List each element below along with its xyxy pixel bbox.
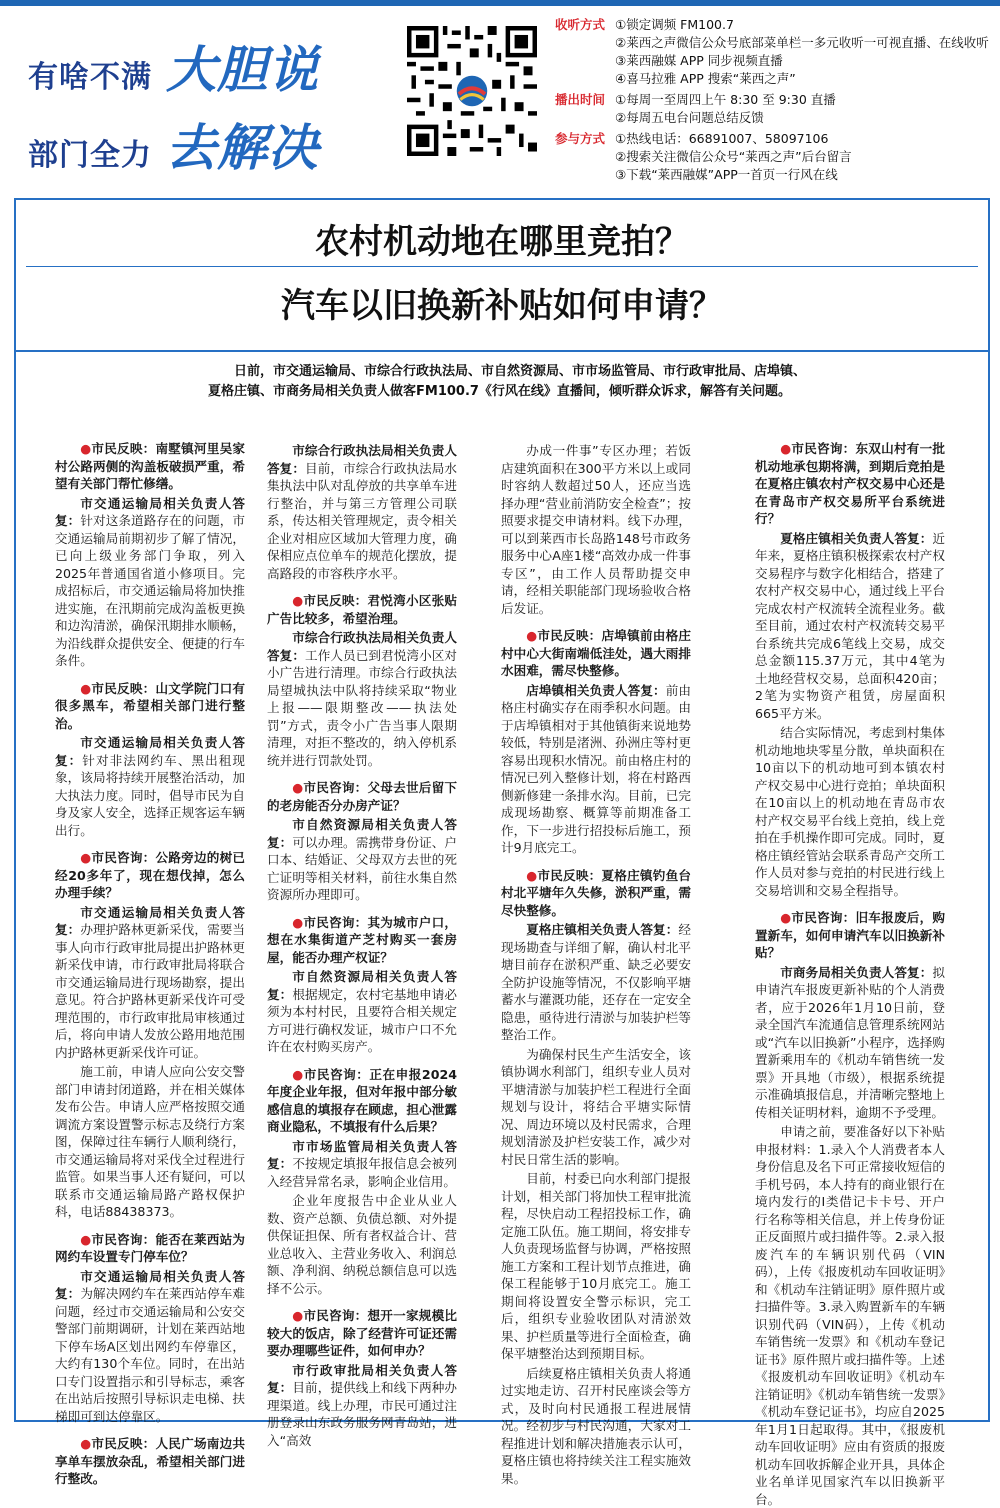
question-text: 市民咨询：能否在莱西站为网约车设置专门停车位？	[55, 1231, 245, 1264]
headline-line-2: 汽车以旧换新补贴如何申请？	[281, 286, 723, 326]
answer-speaker: 市综合行政执法局相关负责人答复：	[267, 443, 457, 476]
join-item: ②搜索关注微信公众号“莱西之声”后台留言	[615, 149, 852, 164]
official-answer	[267, 442, 457, 582]
answer-text: 后续夏格庄镇相关负责人将通过实地走访、召开村民座谈会等方式，及时向村民通报工程进展情况。经初步与村民沟通，大家对工程推进计划和解决措施表示认可，夏格庄镇也将持续关注工程实施效果。	[501, 1365, 691, 1486]
official-answer	[267, 1138, 457, 1191]
official-answer	[267, 1192, 457, 1297]
answer-text: 目前，村委已向水利部门提报计划，相关部门将加快工程审批流程，尽快启动工程招投标工作，确定施工队伍。施工期间，将安排专人负责现场监督与协调，严格按照施工方案和工程计划节点推进，确保工程能够于10月底完工。施工期间将设置安全警示标识，完工后，组织专业验收团队对清淤效果、护栏质量等进行全面检查，确保平塘整治达到预期目标。	[501, 1171, 691, 1361]
broadcast-item: ①每周一至周四上午 8:30 至 9:30 直播	[615, 92, 836, 107]
bullet-dot-icon: ●	[526, 628, 538, 643]
question-text: 市民反映：南墅镇河里吴家村公路两侧的沟盖板破损严重，希望有关部门帮忙修缮。	[55, 441, 245, 491]
citizen-question	[501, 867, 691, 920]
answer-speaker: 市行政审批局相关负责人答复：	[267, 1362, 457, 1395]
official-answer	[267, 629, 457, 769]
answer-text: 经现场勘查与详细了解，确认村北平塘目前存在淤积严重、缺乏必要安全防护设施等情况，不仅影响平塘蓄水与灌溉功能，还存在一定安全隐患，亟待进行清淤与加装护栏等整治工作。	[501, 922, 691, 1042]
answer-text: 可以办理。需携带身份证、户口本、结婚证、父母双方去世的死亡证明等相关材料，前往水集自然资源所办理即可。	[267, 834, 457, 902]
answer-text: 工作人员已到君悦湾小区对小广告进行清理。市综合行政执法局望城执法中队将持续采取“物业上报——限期整改——执法处罚”方式，责令小广告当事人限期清理，对拒不整改的，纳入停机系统并进行罚款处罚。	[267, 647, 457, 768]
citizen-question	[55, 440, 245, 493]
citizen-question	[267, 1066, 457, 1136]
answer-speaker: 夏格庄镇相关负责人答复：	[780, 530, 933, 546]
slogan-2-big: 去解决	[166, 119, 319, 177]
bullet-dot-icon: ●	[292, 593, 304, 608]
question-text: 市民反映：夏格庄镇钓鱼台村北平塘年久失修，淤积严重，需尽快整修。	[501, 867, 691, 918]
listen-methods	[555, 16, 995, 88]
answer-text: 根据规定，农村宅基地申请必须为本村村民，且要符合相关规定方可进行确权发证，城市户口不允许在农村购买房产。	[267, 986, 457, 1054]
question-text: 市民反映：君悦湾小区张贴广告比较多，希望治理。	[267, 593, 457, 626]
official-answer	[501, 1046, 691, 1169]
slogan-line-1	[28, 30, 319, 102]
citizen-question	[267, 779, 457, 814]
official-answer	[267, 1362, 457, 1450]
official-answer	[55, 734, 245, 839]
answer-speaker: 市市场监管局相关负责人答复：	[267, 1138, 457, 1171]
citizen-question	[55, 1231, 245, 1266]
question-text: 市民反映：店埠镇前由格庄村中心大街南端低洼处，遇大雨排水困难，需尽快整修。	[501, 628, 691, 678]
answer-text: 目前，提供线上和线下两种办理渠道。线上办理，市民可通过注册登录山东政务服务网青岛站，进入“高效	[267, 1380, 457, 1448]
bullet-dot-icon: ●	[292, 1308, 304, 1323]
bullet-dot-icon: ●	[780, 910, 792, 925]
answer-text: 申请之前，要准备好以下补贴申报材料：1.录入个人消费者本人身份信息及名下可正常接收短信的手机号码，本人持有的商业银行在境内发行的Ⅰ类借记卡卡号、开户行名称等相关信息，并上传身份证正反面照片或扫描件等。2.录入报废汽车的车辆识别代码（VIN码），上传《报废机动车回收证明》和《机动车注销证明》原件照片或扫描件等。3.录入购置新车的车辆识别代码（VIN码），上传《机动车销售统一发票》和《机动车登记证书》原件照片或扫描件等。上述《报废机动车回收证明》《机动车注销证明》《机动车销售统一发票》《机动车登记证书》，均应自2025年1月1日起取得。其中，《报废机动车回收证明》应由有资质的报废机动车回收拆解企业开具，具体企业名单详见国家汽车以旧换新平台。	[755, 1124, 945, 1507]
answer-text: 办理护路林更新采伐，需要当事人向市行政审批局提出护路林更新采伐申请，市行政审批局将联合市交通运输局进行现场勘察，提出意见。符合护路林更新采伐许可受理范围的，市行政审批局审核通过后，将向申请人发放公路用地范围内护路林更新采伐许可证。	[55, 922, 245, 1060]
join-label: 参与方式	[555, 131, 606, 146]
question-text: 市民咨询：父母去世后留下的老房能否分办房产证？	[267, 780, 457, 813]
bullet-dot-icon: ●	[80, 441, 92, 456]
answer-speaker: 夏格庄镇相关负责人答复：	[526, 922, 679, 937]
slogan-1-prefix: 有啥不满	[28, 60, 152, 95]
broadcast-item: ②每周五电台问题总结反馈	[615, 110, 764, 125]
broadcast-label: 播出时间	[555, 92, 606, 107]
answer-text: 结合实际情况，考虑到村集体机动地地块零星分散，单块面积在10亩以下的机动地可到本镇农村产权交易中心进行竞拍；单块面积在10亩以上的机动地在青岛市农村产权交易平台线上竞拍，线上竞拍在手机操作即可完成。同时，夏格庄镇经管站会联系青岛产交所工作人员对参与竞拍的村民进行线上交易培训和交易全程指导。	[755, 725, 945, 898]
answer-speaker: 市交通运输局相关负责人答复：	[55, 904, 245, 937]
official-answer	[501, 682, 691, 857]
column-4	[755, 440, 945, 1508]
bullet-dot-icon: ●	[292, 780, 304, 795]
program-info	[555, 16, 995, 184]
citizen-question	[501, 627, 691, 680]
official-answer	[755, 724, 945, 899]
official-answer	[55, 904, 245, 1062]
bullet-dot-icon: ●	[526, 867, 538, 883]
answer-text: 为确保村民生产生活安全，该镇协调水利部门，组织专业人员对平塘清淤与加装护栏工程进行全面规划与设计，将结合平塘实际情况、周边环境以及村民需求，合理规划清淤及护栏安装工作，减少对村民日常生活的影响。	[501, 1046, 691, 1167]
citizen-question	[267, 1307, 457, 1360]
listen-item: ①锁定调频 FM100.7	[615, 17, 734, 32]
bullet-dot-icon: ●	[80, 680, 92, 696]
question-text: 市民咨询：想开一家规模比较大的饭店，除了经营许可证还需要办理哪些证件，如何申办？	[267, 1308, 457, 1358]
answer-text: 针对非法网约车、黑出租现象，该局将持续开展整治活动，加大执法力度。同时，倡导市民为自身及家人安全，选择正规客运车辆出行。	[55, 752, 246, 838]
citizen-question	[267, 914, 457, 967]
slogan-2-prefix: 部门全力	[28, 138, 152, 173]
official-answer	[501, 1170, 691, 1363]
slogan-line-2	[28, 108, 319, 180]
answer-speaker: 市交通运输局相关负责人答复：	[55, 495, 245, 528]
question-text: 市民反映：人民广场南边共享单车摆放杂乱，希望相关部门进行整改。	[55, 1436, 245, 1486]
official-answer	[501, 1365, 691, 1488]
article-columns	[55, 440, 985, 1507]
answer-text: 办成一件事”专区办理；若饭店建筑面积在300平方米以上或同时容纳人数超过50人，还应当选择办理“营业前消防安全检查”；按照要求提交申请材料。线下办理，可以到莱西市长岛路148号市政务服务中心A座1楼“高效办成一件事专区”，由工作人员帮助提交申请，经相关职能部门现场验收合格后发证。	[501, 443, 691, 616]
answer-speaker: 市自然资源局相关负责人答复：	[267, 817, 457, 850]
official-answer	[755, 530, 945, 723]
answer-speaker: 店埠镇相关负责人答复：	[526, 682, 666, 698]
bullet-dot-icon: ●	[80, 1436, 92, 1451]
citizen-question	[755, 909, 945, 962]
answer-speaker: 市交通运输局相关负责人答复：	[55, 735, 245, 768]
official-answer	[755, 1123, 945, 1508]
bullet-dot-icon: ●	[80, 1231, 92, 1247]
qr-code-icon[interactable]	[407, 26, 537, 156]
official-answer	[267, 816, 457, 904]
citizen-question	[267, 592, 457, 627]
question-text: 市民咨询：其为城市户口，想在水集街道产芝村购买一套房屋，能否办理产权证？	[267, 914, 457, 965]
slogan-1-big: 大胆说	[166, 41, 319, 99]
official-answer	[55, 1268, 245, 1426]
answer-speaker: 市交通运输局相关负责人答复：	[55, 1268, 245, 1301]
answer-text: 施工前，申请人应向公安交警部门申请封闭道路，并在相关媒体发布公告。申请人应严格按照交通调流方案设置警示标志及绕行方案图，保障过往车辆行人顺利绕行，市交通运输局将对采伐全过程进行监管。如果当事人还有疑问，可以联系市交通运输局路产路权保护科，电话88438373。	[55, 1064, 245, 1219]
official-answer	[501, 442, 691, 617]
answer-text: 不按规定填报年报信息会被列入经营异常名录，影响企业信用。	[267, 1156, 457, 1189]
listen-item: ④喜马拉雅 APP 搜索“莱西之声”	[615, 71, 796, 86]
bullet-dot-icon: ●	[292, 1066, 304, 1082]
question-text: 市民咨询：旧车报废后，购置新车，如何申请汽车以旧换新补贴？	[755, 910, 945, 960]
answer-text: 目前，市综合行政执法局水集执法中队对乱停放的共享单车进行整治，并与第三方管理公司联系，传达相关管理规定，责令相关企业对相应区域加大管理力度，确保相应点位单车的规范化摆放，提高路段的市容秩序水平。	[267, 460, 457, 581]
question-text: 市民反映：山文学院门口有很多黑车，希望相关部门进行整治。	[55, 680, 245, 731]
article-lead: 日前，市交通运输局、市综合行政执法局、市自然资源局、市市场监管局、市行政审批局、店埠镇、夏格庄镇、市商务局相关负责人做客FM100.7《行风在线》直播间，倾听群众诉求，解答有关问题。	[208, 364, 807, 399]
question-text: 市民咨询：公路旁边的树已经20多年了，现在想伐掉，怎么办理手续？	[55, 850, 245, 900]
bullet-dot-icon: ●	[80, 850, 92, 865]
citizen-question	[755, 440, 945, 528]
answer-text: 为解决网约车在莱西站停车难问题，经过市交通运输局和公安交警部门前期调研，计划在莱西站地下停车场A区划出网约车停靠区，大约有130个车位。同时，在出站口专门设置指示和引导标志，乘客在出站后按照引导标识走电梯、扶梯即可到达停靠区。	[55, 1286, 245, 1424]
official-answer	[501, 921, 691, 1044]
listen-item: ②莱西之声微信公众号底部菜单栏一多元收听一可视直播、在线收听	[615, 35, 989, 50]
citizen-question	[55, 849, 245, 902]
answer-text: 前由格庄村确实存在雨季积水问题。由于店埠镇相对于其他镇街来说地势较低，特别是渚洲、孙洲庄等村更容易出现积水情况。前由格庄村的情况已列入整修计划，将在村路西侧新修建一条排水沟。目前，已完成现场勘察、概算等前期准备工作，下一步进行招投标后施工，预计9月底完工。	[501, 682, 692, 855]
answer-speaker: 市自然资源局相关负责人答复：	[267, 969, 457, 1002]
answer-text: 企业年度报告中企业从业人数、资产总额、负债总额、对外提供保证担保、所有者权益合计、营业总收入、主营业务收入、利润总额、净利润、纳税总额信息可以选择不公示。	[267, 1193, 457, 1296]
column-2	[267, 440, 457, 1449]
answer-text: 近年来，夏格庄镇积极探索农村产权交易程序与数字化相结合，搭建了农村产权交易中心，通过线上平台完成农村产权流转全流程业务。截至目前，通过农村产权流转交易平台系统共完成6笔线上交易，成交总金额115.37万元，其中4笔为土地经营权交易，总面积420亩；2笔为实物资产租赁，房屋面积665平方米。	[755, 530, 945, 721]
join-item: ①热线电话：66891007、58097106	[615, 131, 829, 146]
answer-speaker: 市综合行政执法局相关负责人答复：	[267, 630, 457, 663]
headline-box	[14, 198, 990, 352]
official-answer	[55, 495, 245, 670]
bullet-dot-icon: ●	[292, 914, 304, 930]
column-1	[55, 440, 245, 1488]
column-3	[501, 440, 691, 1487]
official-answer	[267, 968, 457, 1056]
listen-item: ③莱西融媒 APP 同步视频直播	[615, 53, 783, 68]
join-item: ③下载“莱西融媒”APP一首页一行风在线	[615, 167, 838, 182]
participation-methods	[555, 130, 995, 184]
listen-label: 收听方式	[555, 17, 606, 32]
official-answer	[755, 964, 945, 1122]
citizen-question	[55, 1435, 245, 1488]
answer-speaker: 市商务局相关负责人答复：	[780, 964, 933, 980]
headline-divider	[26, 266, 978, 267]
bullet-dot-icon: ●	[780, 441, 792, 456]
question-text: 市民咨询：正在申报2024年度企业年报，但对年报中部分敏感信息的填报存在顾虑，担心泄露商业隐私，不填报有什么后果？	[267, 1066, 457, 1134]
answer-text: 针对这条道路存在的问题，市交通运输局前期初步了解了情况，已向上级业务部门争取，列入2025年普通国省道小修项目。完成招标后，市交通运输局将加快推进实施，在汛期前完成沟盖板更换和边沟清淤，确保汛期排水顺畅，为沿线群众提供安全、便捷的行车条件。	[55, 513, 245, 668]
citizen-question	[55, 680, 245, 733]
masthead	[0, 6, 1000, 200]
broadcast-times	[555, 91, 995, 127]
answer-text: 拟申请汽车报废更新补贴的个人消费者，应于2026年1月10日前，登录全国汽车流通信息管理系统网站或“汽车以旧换新”小程序，选择购置新乘用车的《机动车销售统一发票》开具地（市级），根据系统提示准确填报信息，并清晰完整地上传相关证明材料，逾期不予受理。	[755, 964, 945, 1120]
headline-line-1: 农村机动地在哪里竞拍？	[315, 222, 689, 262]
question-text: 市民咨询：东双山村有一批机动地承包期将满，到期后竞拍是在夏格庄镇农村产权交易中心还是在青岛市产权交易所平台系统进行？	[755, 441, 945, 526]
official-answer	[55, 1063, 245, 1221]
